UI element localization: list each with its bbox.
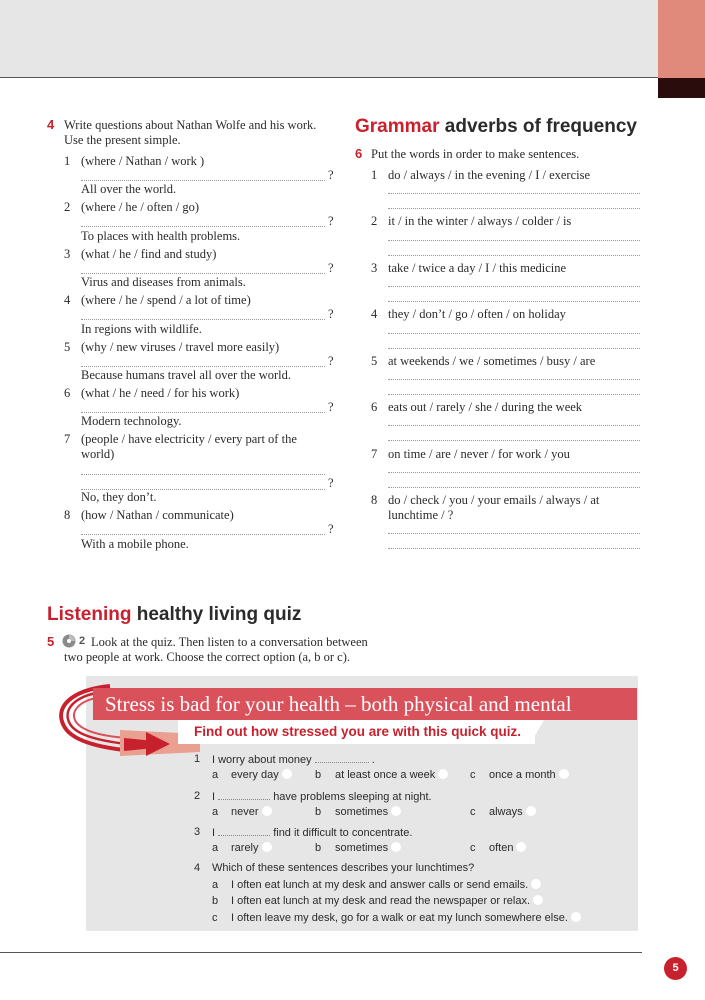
item-number: 7 (64, 432, 71, 446)
quiz-question-number: 3 (194, 826, 201, 838)
answer-line[interactable] (81, 180, 325, 181)
quiz-option[interactable] (231, 842, 272, 854)
item-text: it / in the winter / always / colder / is (388, 214, 572, 228)
option-a-label: a (212, 806, 219, 818)
item-number: 3 (371, 261, 378, 275)
question-text: find it difficult to concentrate. (273, 827, 413, 839)
option-a-label: a (212, 842, 219, 854)
answer-line[interactable] (388, 286, 640, 287)
quiz-option[interactable] (231, 769, 292, 781)
answer-line[interactable] (81, 474, 325, 475)
item-text: they / don’t / go / often / on holiday (388, 307, 566, 321)
quiz-subtitle: Find out how stressed you are with this quick quiz. (178, 720, 535, 744)
answer-line[interactable] (81, 319, 325, 320)
option-text: I often eat lunch at my desk and answer calls or send emails. (231, 879, 529, 891)
answer-line[interactable] (388, 193, 640, 194)
option-radio[interactable] (531, 879, 541, 889)
instruction-line: two people at work. Choose the correct option (a, b or c). (64, 650, 351, 664)
question-text: I (212, 827, 216, 839)
answer-line[interactable] (81, 534, 325, 535)
quiz-option[interactable] (489, 806, 536, 818)
item-text: do / always / in the evening / I / exercise (388, 168, 591, 182)
item-prompt: (why / new viruses / travel more easily) (81, 340, 280, 354)
quiz-option[interactable] (231, 879, 541, 891)
option-a-label: a (212, 769, 219, 781)
item-number: 4 (64, 293, 71, 307)
item-prompt: (how / Nathan / communicate) (81, 508, 234, 522)
corner-tab (658, 0, 705, 78)
option-radio[interactable] (391, 842, 401, 852)
answer-line[interactable] (388, 348, 640, 349)
answer-line[interactable] (388, 301, 640, 302)
item-text-line: do / check / you / your emails / always / at (388, 493, 600, 507)
option-text: always (489, 806, 523, 818)
item-number: 8 (371, 493, 378, 507)
answer-line[interactable] (388, 208, 640, 209)
quiz-option[interactable] (231, 912, 581, 924)
option-radio[interactable] (516, 842, 526, 852)
question-mark: ? (328, 261, 334, 275)
option-b-label: b (315, 842, 322, 854)
footer-rule (0, 952, 642, 953)
option-text: often (489, 842, 514, 854)
quiz-question (212, 790, 432, 803)
option-radio[interactable] (262, 806, 272, 816)
item-prompt: (what / he / find and study) (81, 247, 217, 261)
answer-line[interactable] (81, 273, 325, 274)
question-mark: ? (328, 307, 334, 321)
item-prompt: (where / he / spend / a lot of time) (81, 293, 251, 307)
option-text: sometimes (335, 842, 389, 854)
item-text: at weekends / we / sometimes / busy / are (388, 354, 596, 368)
option-radio[interactable] (526, 806, 536, 816)
option-radio[interactable] (262, 842, 272, 852)
item-number: 1 (371, 168, 378, 182)
corner-tab-dark (658, 78, 705, 98)
option-radio[interactable] (391, 806, 401, 816)
exercise-instruction: Put the words in order to make sentences. (371, 147, 580, 161)
option-c-label: c (470, 842, 476, 854)
item-answer: With a mobile phone. (81, 537, 189, 551)
item-number: 5 (371, 354, 378, 368)
question-mark: ? (328, 354, 334, 368)
quiz-option[interactable] (335, 769, 448, 781)
item-number: 2 (371, 214, 378, 228)
quiz-option[interactable] (231, 806, 272, 818)
answer-blank[interactable] (218, 790, 270, 800)
answer-line[interactable] (388, 425, 640, 426)
answer-line[interactable] (388, 255, 640, 256)
item-prompt: (where / he / often / go) (81, 200, 200, 214)
option-radio[interactable] (533, 895, 543, 905)
item-number: 7 (371, 447, 378, 461)
item-answer: To places with health problems. (81, 229, 241, 243)
item-answer: Virus and diseases from animals. (81, 275, 246, 289)
question-mark: ? (328, 400, 334, 414)
option-radio[interactable] (571, 912, 581, 922)
item-answer: All over the world. (81, 182, 177, 196)
quiz-option[interactable] (489, 769, 569, 781)
item-number: 8 (64, 508, 71, 522)
item-answer: Because humans travel all over the world. (81, 368, 291, 382)
item-number: 6 (64, 386, 71, 400)
item-text: take / twice a day / I / this medicine (388, 261, 567, 275)
option-b-label: b (315, 769, 322, 781)
answer-line[interactable] (388, 333, 640, 334)
exercise-number: 4 (47, 117, 55, 132)
option-text: sometimes (335, 806, 389, 818)
option-text: I often leave my desk, go for a walk or eat my lunch somewhere else. (231, 912, 568, 924)
item-number: 4 (371, 307, 378, 321)
exercise-instruction (64, 118, 316, 148)
quiz-question (212, 753, 375, 766)
heading-red: Grammar (355, 116, 440, 137)
item-text: on time / are / never / for work / you (388, 447, 570, 461)
item-number: 6 (371, 400, 378, 414)
item-prompt (81, 432, 297, 462)
option-radio[interactable] (282, 769, 292, 779)
item-text: eats out / rarely / she / during the week (388, 400, 583, 414)
option-text: once a month (489, 769, 556, 781)
quiz-option[interactable] (335, 806, 401, 818)
item-prompt-line: (people / have electricity / every part of the (81, 432, 297, 446)
option-a-label: a (212, 879, 219, 891)
item-number: 3 (64, 247, 71, 261)
option-text: I often eat lunch at my desk and read the newspaper or relax. (231, 895, 531, 907)
quiz-question-number: 1 (194, 753, 201, 765)
question-text: have problems sleeping at night. (273, 791, 432, 803)
item-number: 5 (64, 340, 71, 354)
item-text-line: lunchtime / ? (388, 508, 454, 522)
option-c-label: c (470, 806, 476, 818)
track-number: 2 (79, 635, 86, 647)
answer-blank[interactable] (218, 826, 270, 836)
listening-heading (47, 604, 301, 626)
answer-line[interactable] (81, 366, 325, 367)
quiz-title: Stress is bad for your health – both physical and mental (93, 688, 637, 720)
quiz-question-number: 4 (194, 862, 201, 874)
exercise-number: 5 (47, 634, 55, 649)
instruction-line: Write questions about Nathan Wolfe and his work. (64, 118, 317, 132)
item-number: 2 (64, 200, 71, 214)
item-prompt-line: world) (81, 447, 115, 461)
grammar-heading (355, 116, 637, 138)
item-number: 1 (64, 154, 71, 168)
option-text: never (231, 806, 259, 818)
item-prompt: (where / Nathan / work ) (81, 154, 205, 168)
option-text: every day (231, 769, 279, 781)
option-b-label: b (212, 895, 219, 907)
item-prompt: (what / he / need / for his work) (81, 386, 240, 400)
answer-blank[interactable] (315, 753, 369, 763)
answer-line[interactable] (388, 379, 640, 380)
option-c-label: c (212, 912, 218, 924)
item-answer: Modern technology. (81, 414, 182, 428)
answer-line[interactable] (81, 226, 325, 227)
quiz-option[interactable] (489, 842, 526, 854)
heading-black: adverbs of frequency (444, 116, 637, 137)
quiz-option[interactable] (231, 895, 543, 907)
question-text: I (212, 791, 216, 803)
answer-line[interactable] (388, 487, 640, 488)
instruction-line: Look at the quiz. Then listen to a conversation between (91, 635, 368, 649)
page-number: 5 (664, 957, 687, 980)
heading-black: healthy living quiz (136, 604, 302, 625)
quiz-question: Which of these sentences describes your lunchtimes? (212, 862, 475, 874)
answer-line[interactable] (388, 440, 640, 441)
question-mark: ? (328, 168, 334, 182)
option-radio[interactable] (438, 769, 448, 779)
instruction-line: Use the present simple. (64, 133, 181, 147)
listening-instruction (64, 635, 368, 665)
answer-line[interactable] (388, 548, 640, 549)
question-mark: ? (328, 476, 334, 490)
quiz-option[interactable] (335, 842, 401, 854)
option-text: at least once a week (335, 769, 436, 781)
exercise-number: 6 (355, 146, 363, 161)
answer-line[interactable] (388, 240, 640, 241)
answer-line[interactable] (388, 472, 640, 473)
question-mark: ? (328, 214, 334, 228)
item-text (388, 493, 599, 523)
quiz-question (212, 826, 412, 839)
answer-line[interactable] (81, 412, 325, 413)
subtitle-tail (530, 720, 544, 744)
option-radio[interactable] (559, 769, 569, 779)
quiz-question-number: 2 (194, 790, 201, 802)
header-band (0, 0, 658, 78)
item-answer: In regions with wildlife. (81, 322, 202, 336)
option-b-label: b (315, 806, 322, 818)
question-text: . (371, 754, 375, 766)
question-text: I worry about money (212, 754, 312, 766)
option-text: rarely (231, 842, 259, 854)
answer-line[interactable] (388, 533, 640, 534)
item-answer: No, they don’t. (81, 490, 157, 504)
option-c-label: c (470, 769, 476, 781)
heading-red: Listening (47, 604, 132, 625)
question-mark: ? (328, 522, 334, 536)
answer-line[interactable] (388, 394, 640, 395)
